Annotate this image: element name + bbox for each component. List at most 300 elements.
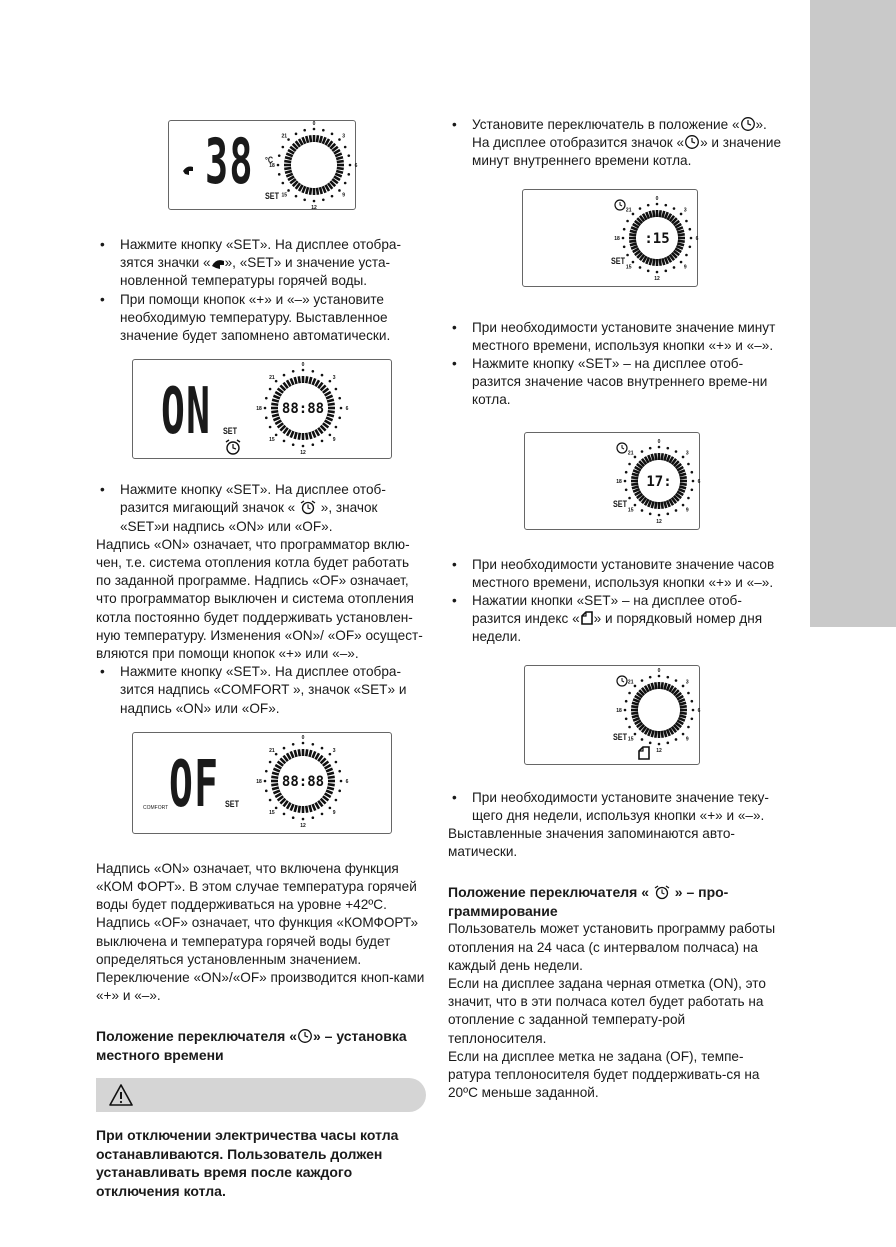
dial-dot (625, 488, 628, 491)
dial-time-readout: 88:88 (281, 401, 325, 418)
dial-dot (626, 219, 629, 222)
bullet-list (448, 556, 783, 647)
dial-segment (285, 171, 292, 173)
dial-hour-label: 0 (301, 734, 305, 741)
dial-dot (687, 691, 690, 694)
dial-segment (680, 712, 687, 713)
dial-segment (679, 486, 686, 488)
dial-segment (291, 431, 294, 437)
dial-segment (327, 415, 334, 417)
dial-dot (283, 812, 286, 815)
dial-segment (664, 454, 666, 461)
dial-segment (323, 186, 326, 192)
clock-dial-graphic (133, 360, 393, 460)
dial-segment (291, 804, 294, 810)
dial-dot (666, 512, 669, 515)
dial-hour-label: 12 (656, 747, 662, 754)
dial-dot (282, 182, 285, 185)
dial-hour-label: 15 (627, 735, 634, 742)
clock-dial (133, 360, 393, 460)
paragraph: Если на дисплее метка не задана (OF), темпе-ратура теплоносителя будет поддерживать-ся на 20ºС меньше заданной. (448, 1048, 760, 1101)
dial-segment (660, 258, 661, 265)
clock-icon (684, 134, 700, 150)
dial-dot (312, 816, 315, 819)
paragraph: Надпись «ON» означает, что включена функция «КОМ ФОРТ». В этом случае температура горячей воды будет поддерживаться на уровне +42ºС. Надпись «OF» означает, что функция «КОМФОРТ» выключена и температура горячей воды будет определяться установленным значением. Переключение «ON»/«OF» производится кноп-ками «+» и «–». (96, 860, 425, 1004)
dial-segment (303, 186, 306, 192)
dial-segment (306, 376, 307, 383)
bullet-list (96, 236, 426, 345)
dial-dot (275, 380, 278, 383)
dial-dot (656, 202, 659, 205)
dial-dot (624, 479, 627, 482)
dial-hour-label: 0 (657, 667, 661, 674)
dial-segment (326, 418, 332, 421)
dial-dot (664, 203, 667, 206)
dial-segment (337, 168, 344, 169)
dial-segment (275, 421, 281, 425)
dial-hour-label: 15 (627, 506, 634, 513)
dial-dot (624, 708, 627, 711)
dial-dot (649, 512, 652, 515)
dial-segment (271, 777, 278, 778)
dial-segment (287, 753, 291, 759)
dial-segment (664, 730, 666, 737)
dial-dot (322, 129, 325, 132)
dial-segment (680, 483, 687, 484)
temperature-unit: °C (265, 155, 274, 165)
dial-dot (689, 228, 692, 231)
dial-dot (625, 717, 628, 720)
dial-hour-label: 12 (656, 518, 662, 525)
dial-dot (335, 799, 338, 802)
dial-dot (321, 747, 324, 750)
dial-segment (291, 379, 294, 385)
dial-dot (692, 708, 695, 711)
dial-dot (302, 445, 305, 448)
dial-hour-label: 6 (695, 235, 699, 242)
dial-dot (673, 207, 676, 210)
dial-segment (299, 749, 300, 756)
dial-hour-label: 9 (342, 192, 346, 199)
bullet-text: При необходимости установите значение теку-щего дня недели, используя кнопки «+» и «–». (472, 789, 769, 823)
set-indicator: SET (265, 191, 280, 201)
side-tab (810, 0, 896, 627)
dial-dot (313, 128, 316, 131)
dial-dot (680, 212, 683, 215)
dial-segment (335, 174, 341, 177)
dial-dot (344, 146, 347, 149)
dial-dot (625, 471, 628, 474)
clock-icon (297, 1028, 313, 1044)
dial-segment (316, 381, 320, 387)
bullet-text: », «SET» и значение уста-новленной температуры горячей воды. (120, 255, 391, 289)
dial-dot (628, 691, 631, 694)
dial-hour-label: 18 (256, 406, 262, 413)
set-indicator: SET (223, 426, 238, 437)
dial-dot (675, 509, 678, 512)
section-heading (448, 883, 783, 920)
dial-dot (265, 770, 268, 773)
dial-segment (631, 477, 638, 478)
dial-dot (639, 266, 642, 269)
programmer-status: ON (161, 375, 212, 450)
dial-dot (282, 146, 285, 149)
dial-dot (335, 388, 338, 391)
dial-dot (626, 253, 629, 256)
dial-segment (325, 793, 331, 797)
dial-dot (685, 219, 688, 222)
bullet-list (96, 481, 426, 536)
warning-bar (96, 1078, 426, 1112)
dial-segment (284, 168, 291, 169)
dial-dot (287, 189, 290, 192)
dial-segment (325, 392, 331, 396)
bullet-text: » и значение минут внутреннего времени котла. (472, 135, 782, 169)
dial-segment (629, 234, 636, 235)
dial-dot (673, 266, 676, 269)
dial-time-readout: :15 (644, 230, 670, 247)
dial-segment (291, 751, 294, 757)
dial-segment (632, 702, 639, 704)
dial-dot (634, 455, 637, 458)
dial-hour-label: 12 (311, 205, 317, 211)
bullet-list (96, 663, 426, 718)
list-item (448, 355, 783, 410)
dial-segment (680, 477, 687, 478)
dial-time-readout: 88:88 (281, 773, 325, 790)
dial-segment (316, 803, 320, 809)
dial-dot (292, 370, 295, 373)
dial-segment (680, 706, 687, 707)
dial-segment (328, 411, 335, 412)
dial-dot (277, 164, 280, 167)
dial-hour-label: 18 (616, 707, 622, 714)
dial-dot (338, 138, 341, 141)
section-heading (96, 1027, 426, 1064)
dial-segment (306, 136, 308, 143)
dial-segment (655, 730, 656, 737)
dial-segment (664, 683, 666, 690)
dial-dot (292, 444, 295, 447)
dial-segment (306, 749, 307, 756)
dial-segment (284, 161, 291, 162)
dial-dot (647, 203, 650, 206)
dial-segment (295, 432, 297, 439)
dial-hour-label: 3 (332, 747, 336, 754)
list-item (448, 592, 783, 647)
dial-dot (312, 444, 315, 447)
dial-segment (325, 421, 331, 425)
dial-segment (317, 188, 318, 195)
dial-dot (634, 684, 637, 687)
paragraph: Выставленные значения запоминаются авто-матически. (448, 826, 735, 860)
dial-dot (623, 245, 626, 248)
dial-segment (662, 453, 663, 460)
dial-segment (327, 787, 334, 789)
dial-segment (275, 793, 281, 797)
dial-dot (666, 741, 669, 744)
dial-dot (658, 674, 661, 677)
dial-hour-label: 3 (683, 207, 687, 214)
dial-segment (316, 753, 320, 759)
dial-segment (662, 211, 664, 218)
dial-dot (340, 780, 343, 783)
paragraph: Пользователь может установить программу работы отопления на 24 часа (с интервалом полчаса) на каждый день недели. (448, 921, 776, 973)
dial-segment (287, 430, 291, 436)
dial-hour-label: 21 (269, 747, 275, 754)
dial-dot (265, 397, 268, 400)
dial-hour-label: 9 (683, 263, 687, 270)
dial-dot (628, 462, 631, 465)
dial-segment (650, 258, 652, 265)
dial-dot (321, 812, 324, 815)
dial-segment (286, 154, 292, 157)
dial-hour-label: 15 (281, 192, 288, 199)
dial-dot (283, 440, 286, 443)
dial-dot (312, 743, 315, 746)
dial-hour-label: 12 (300, 822, 306, 829)
dial-segment (313, 804, 316, 810)
dial-dot (625, 700, 628, 703)
dial-hour-label: 12 (300, 450, 306, 457)
clock-dial-graphic (133, 733, 393, 835)
dial-segment (328, 777, 335, 778)
dial-hour-label: 15 (269, 437, 275, 444)
dial-dot (321, 374, 324, 377)
dial-dot (690, 236, 693, 239)
dial-segment (273, 396, 279, 399)
dial-segment (272, 773, 279, 775)
dial-dot (641, 679, 644, 682)
dial-segment (679, 473, 686, 475)
dial-segment (326, 790, 332, 793)
dial-hour-label: 21 (627, 679, 634, 686)
set-indicator: SET (611, 255, 626, 266)
dial-dot (265, 789, 268, 792)
tap-icon (211, 257, 225, 270)
dial-dot (641, 450, 644, 453)
dial-dot (349, 164, 352, 167)
alarm-clock-icon (653, 884, 671, 900)
clock-dial-graphic (169, 121, 357, 211)
dial-dot (269, 426, 272, 429)
dial-dot (303, 198, 306, 201)
dial-dot (302, 742, 305, 745)
clock-dial (525, 666, 701, 766)
dial-segment (271, 411, 278, 412)
dial-dot (329, 380, 332, 383)
clock-dial (523, 190, 699, 288)
dial-hour-label: 18 (614, 235, 620, 242)
dial-dot (295, 133, 298, 136)
dial-dot (680, 260, 683, 263)
dial-dot (649, 446, 652, 449)
dial-hour-label: 6 (345, 778, 349, 785)
dial-dot (682, 684, 685, 687)
dial-segment (309, 805, 311, 812)
dial-dot (691, 717, 694, 720)
dial-dot (269, 761, 272, 764)
dial-segment (328, 784, 335, 785)
dial-dot (312, 370, 315, 373)
dial-dot (322, 198, 325, 201)
dial-hour-label: 3 (685, 450, 689, 457)
dial-dot (321, 440, 324, 443)
dial-hour-label: 6 (345, 406, 349, 413)
heading-text: Положение переключателя « (448, 884, 653, 901)
dial-dot (658, 742, 661, 745)
dial-segment (272, 415, 279, 417)
dial-segment (313, 379, 316, 385)
dial-segment (285, 157, 292, 159)
dial-dot (641, 509, 644, 512)
dial-hour-label: 9 (685, 506, 689, 513)
dial-hour-label: 9 (685, 735, 689, 742)
dial-hour-label: 15 (625, 263, 632, 270)
lcd-display-temperature (168, 120, 356, 210)
dial-dot (641, 738, 644, 741)
temperature-value: 38 (205, 125, 254, 198)
dial-segment (335, 154, 341, 157)
bullet-text: Нажмите кнопку «SET». На дисплее отобра-зится надпись «COMFORT », значок «SET» и надпись «ON» или «OF». (120, 664, 407, 716)
dial-dot (664, 269, 667, 272)
dial-segment (306, 433, 307, 440)
dial-segment (299, 433, 300, 440)
dial-dot (632, 260, 635, 263)
dial-segment (632, 486, 639, 488)
dial-dot (302, 369, 305, 372)
dial-dot (675, 450, 678, 453)
dial-segment (320, 187, 322, 194)
bullet-text: ». На дисплее отобразится значок « (472, 117, 767, 151)
dial-dot (338, 789, 341, 792)
dial-dot (634, 503, 637, 506)
dial-segment (273, 418, 279, 421)
clock-icon (740, 116, 756, 132)
dial-segment (309, 750, 311, 757)
dial-dot (658, 445, 661, 448)
dial-hour-label: 9 (332, 437, 336, 444)
dial-hour-label: 6 (354, 163, 358, 169)
dial-segment (655, 682, 656, 689)
dial-dot (275, 753, 278, 756)
set-indicator: SET (613, 498, 628, 509)
dial-dot (313, 200, 316, 203)
alarm-clock-icon (299, 499, 317, 515)
dial-hour-label: 21 (281, 133, 288, 140)
bullet-text: Нажмите кнопку «SET». На дисплее отоб-разится мигающий значок « (120, 482, 386, 516)
dial-segment (326, 769, 332, 772)
paragraph: Если на дисплее задана черная отметка (ON), это значит, что в эти полчаса котел будет работать на отопление с заданной температу-рой теплоносителя. (448, 976, 766, 1046)
dial-dot (628, 725, 631, 728)
dial-segment (660, 210, 661, 217)
dial-dot (329, 806, 332, 809)
dial-segment (287, 381, 291, 387)
dial-segment (650, 211, 652, 218)
clock-dial (133, 733, 393, 835)
dial-dot (344, 182, 347, 185)
dial-dot (303, 129, 306, 132)
dial-dot (682, 455, 685, 458)
dial-dot (689, 245, 692, 248)
dial-segment (327, 400, 334, 402)
dial-segment (631, 712, 638, 713)
dial-dot (338, 417, 341, 420)
dial-hour-label: 18 (256, 778, 262, 785)
clock-dial (169, 121, 357, 211)
bullet-text: При необходимости установите значение минут местного времени, используя кнопки «+» и «–». (472, 319, 776, 353)
dial-segment (295, 750, 297, 757)
warning-text: При отключении электричества часы котла останавливаются. Пользователь должен устанавливать время после каждого отключения котла. (96, 1127, 399, 1199)
dial-segment (275, 765, 281, 769)
lcd-display-programmer (132, 359, 392, 459)
warning-icon (108, 1083, 134, 1107)
clock-dial (525, 433, 701, 531)
dial-segment (323, 137, 326, 143)
dial-segment (271, 404, 278, 405)
dial-segment (652, 730, 654, 737)
dial-segment (629, 240, 636, 241)
bullet-list (448, 116, 783, 171)
lcd-display-hours (524, 432, 700, 530)
dial-dot (338, 189, 341, 192)
dial-hour-label: 3 (342, 133, 346, 140)
dial-dot (656, 270, 659, 273)
dial-dot (283, 747, 286, 750)
bullet-text: », значок «SET»и надпись «ON» или «OF». (120, 500, 378, 534)
dial-segment (630, 230, 637, 232)
dial-dot (264, 407, 267, 410)
dial-dot (347, 173, 350, 176)
dial-segment (631, 706, 638, 707)
dial-dot (649, 675, 652, 678)
dial-hour-label: 18 (616, 478, 622, 485)
dial-segment (678, 234, 685, 235)
dial-segment (336, 157, 343, 159)
bullet-text: Нажатии кнопки «SET» – на дисплее отоб-разится индекс « (472, 593, 742, 627)
heading-text: » – про-граммирование (448, 884, 729, 919)
dial-segment (337, 161, 344, 162)
dial-segment (630, 243, 637, 245)
dial-dot (302, 818, 305, 821)
dial-dot (331, 133, 334, 136)
dial-segment (286, 174, 292, 177)
bullet-text: При помощи кнопок «+» и «–» установите необходимую температуру. Выставленное значение будет запомнено автоматически. (120, 291, 391, 344)
lcd-display-day (524, 665, 700, 765)
dial-segment (632, 715, 639, 717)
list-item (96, 481, 426, 536)
dial-dot (691, 471, 694, 474)
dial-hour-label: 3 (332, 375, 336, 382)
dial-dot (687, 496, 690, 499)
bullet-text: Нажмите кнопку «SET». На дисплее отобра-зятся значки « (120, 237, 401, 271)
dial-hour-label: 0 (312, 121, 316, 127)
dial-hour-label: 21 (625, 207, 632, 214)
dial-dot (275, 434, 278, 437)
bullet-list (448, 789, 783, 825)
dial-dot (278, 154, 281, 157)
dial-segment (320, 136, 322, 143)
dial-dot (628, 496, 631, 499)
list-item (96, 236, 426, 291)
dial-hour-label: 21 (269, 375, 275, 382)
clock-dial-graphic (525, 666, 701, 766)
dial-hour-label: 0 (657, 438, 661, 445)
dial-dot (275, 806, 278, 809)
dial-dot (264, 780, 267, 783)
dial-dot (278, 173, 281, 176)
comfort-label: COMFORT (143, 804, 169, 811)
